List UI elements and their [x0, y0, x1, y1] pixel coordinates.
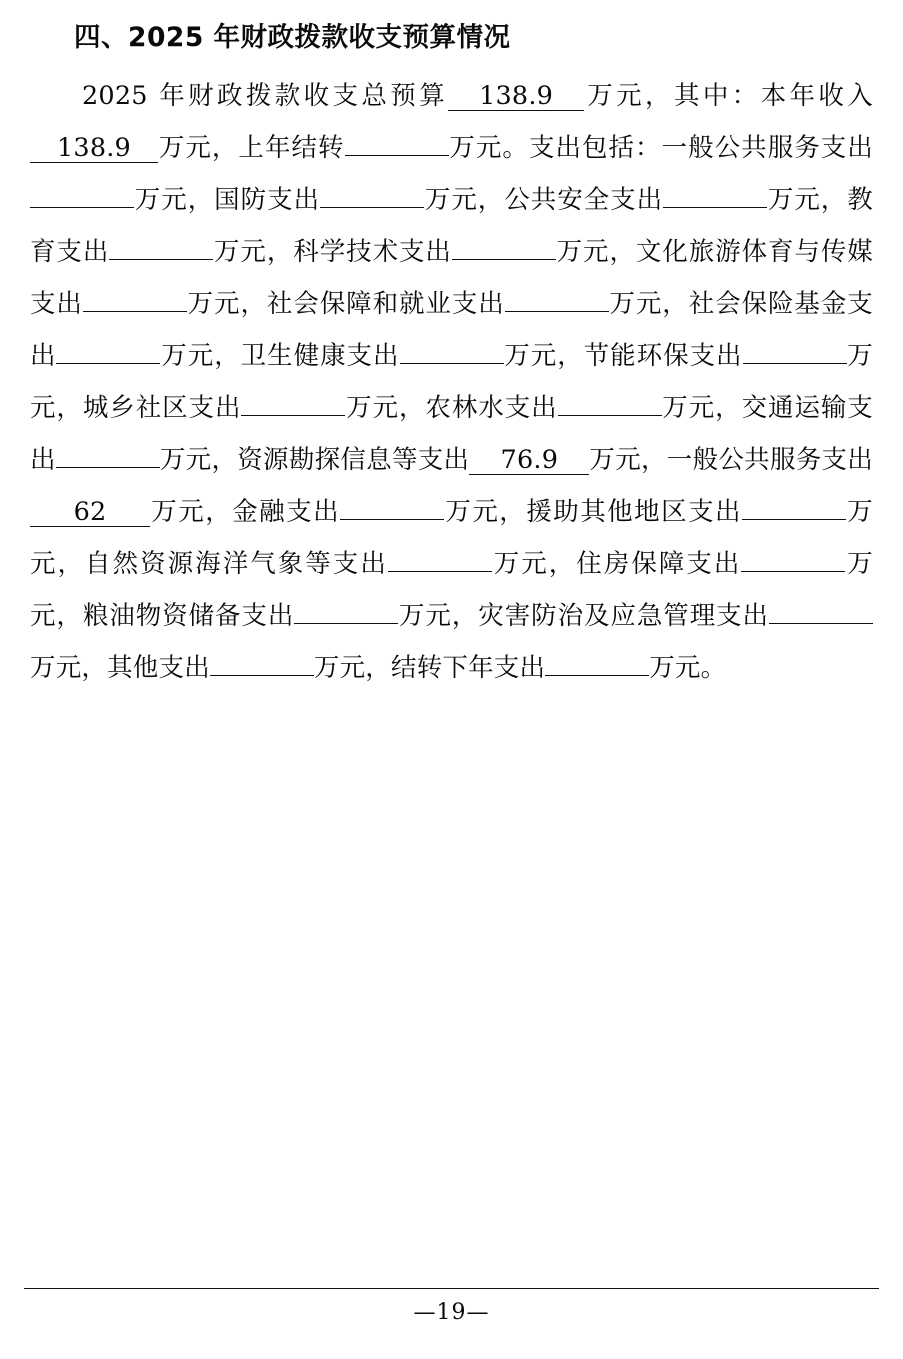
text-after-gps: 万元，国防支出 — [134, 184, 321, 215]
budget-paragraph — [30, 70, 873, 694]
text-after-culture: 万元，社会保障和就业支出 — [186, 288, 505, 319]
text-after-grain: 万元，灾害防治及应急管理支出 — [398, 600, 769, 631]
field-grain-oil-reserve[interactable] — [294, 596, 398, 624]
field-national-defense[interactable] — [320, 180, 424, 208]
text-after-science: 万元，文化旅游体育与传媒支出 — [30, 236, 873, 319]
field-agriculture-forestry-water[interactable] — [558, 388, 662, 416]
text-after-finance: 万元，援助其他地区支出 — [444, 496, 743, 527]
field-other-expenditure[interactable] — [210, 648, 314, 676]
field-current-year-income[interactable]: 138.9 — [30, 135, 158, 163]
text-after-defense: 万元，公共安全支出 — [424, 184, 664, 215]
field-culture-tourism-sports-media[interactable] — [83, 284, 187, 312]
field-health[interactable] — [400, 336, 504, 364]
field-social-security-employment[interactable] — [505, 284, 609, 312]
text-after-health: 万元，节能环保支出 — [503, 340, 743, 371]
text-after-energy: 万元，城乡社区支出 — [30, 340, 873, 423]
field-public-safety[interactable] — [663, 180, 767, 208]
field-education[interactable] — [109, 232, 213, 260]
text-after-total: 万元，其中：本年收入 — [584, 80, 873, 111]
field-transportation[interactable] — [56, 440, 160, 468]
text-after-housing: 万元，粮油物资储备支出 — [30, 548, 873, 631]
field-carryover-next-year[interactable] — [545, 648, 649, 676]
field-housing-security[interactable] — [741, 544, 845, 572]
text-after-carryover: 万元。支出包括：一般公共服务支出 — [448, 132, 873, 163]
text-after-resource: 万元，一般公共服务支出 — [589, 444, 874, 475]
field-total-budget[interactable]: 138.9 — [448, 83, 584, 111]
section-heading: 四、2025 年财政拨款收支预算情况 — [74, 22, 511, 53]
field-aid-other-regions[interactable] — [742, 492, 846, 520]
field-energy-environment[interactable] — [743, 336, 847, 364]
text-after-community: 万元，农林水支出 — [345, 392, 558, 423]
footer-divider — [24, 1288, 879, 1289]
field-finance[interactable] — [340, 492, 444, 520]
text-ending: 万元。 — [649, 652, 727, 683]
text-after-insurance: 万元，卫生健康支出 — [160, 340, 400, 371]
text-after-transport: 万元，资源勘探信息等支出 — [159, 444, 470, 475]
field-last-year-carryover[interactable] — [345, 128, 449, 156]
text-after-income: 万元，上年结转 — [158, 132, 345, 163]
text-after-disaster: 万元，其他支出 — [30, 652, 210, 683]
field-general-public-service[interactable] — [30, 180, 134, 208]
text-after-gps2: 万元，金融支出 — [150, 496, 341, 527]
text-after-safety: 万元，教育支出 — [30, 184, 873, 267]
text-after-other: 万元，结转下年支出 — [313, 652, 546, 683]
text-after-natural: 万元，住房保障支出 — [491, 548, 742, 579]
lead-text: 2025 年财政拨款收支总预算 — [82, 80, 449, 111]
page-number: —19— — [413, 1300, 490, 1325]
text-after-agriculture: 万元，交通运输支出 — [30, 392, 873, 475]
text-after-education: 万元，科学技术支出 — [213, 236, 452, 267]
field-urban-rural-community[interactable] — [241, 388, 345, 416]
field-resource-exploration-info[interactable]: 76.9 — [469, 447, 589, 475]
text-after-aid: 万元，自然资源海洋气象等支出 — [30, 496, 874, 579]
field-natural-resources-ocean-meteorology[interactable] — [388, 544, 492, 572]
field-social-insurance-fund[interactable] — [56, 336, 160, 364]
field-general-public-service-2[interactable]: 62 — [30, 499, 150, 527]
text-after-social: 万元，社会保险基金支出 — [30, 288, 873, 371]
field-science-tech[interactable] — [452, 232, 556, 260]
field-disaster-emergency[interactable] — [769, 596, 873, 624]
